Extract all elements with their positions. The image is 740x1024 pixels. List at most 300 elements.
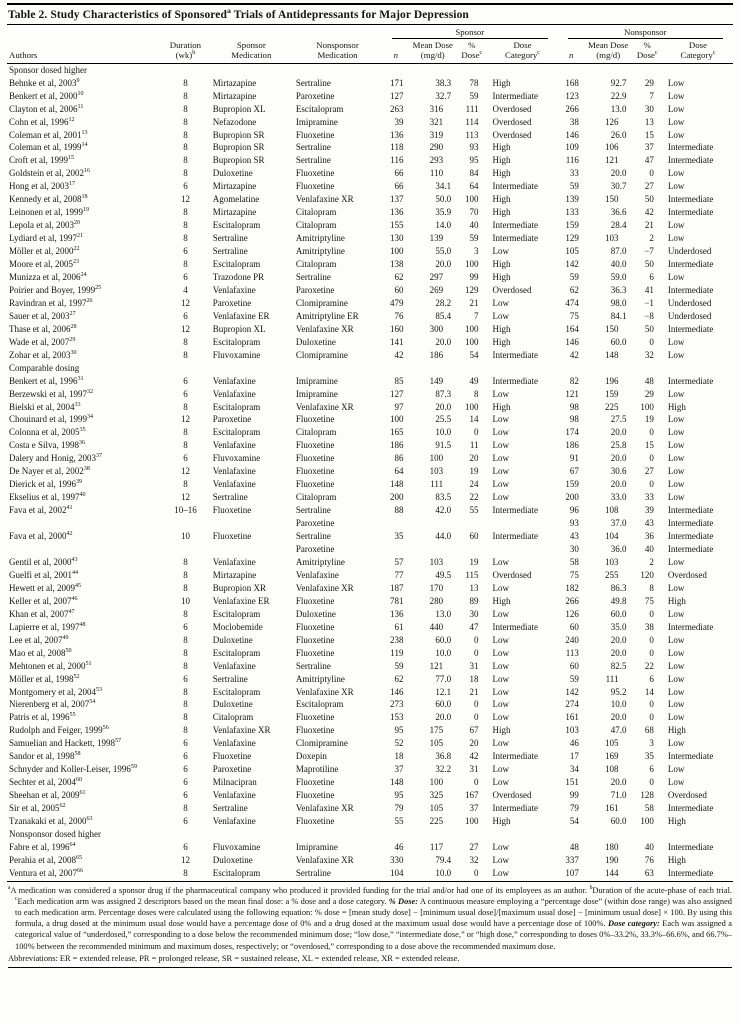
cell-authors: Colonna et al, 2005$^{35}$	[9, 427, 86, 438]
cell-smed: Fluvoxamine	[212, 453, 261, 464]
cell-authors	[7, 517, 161, 530]
cell-s_pct: 19	[469, 556, 479, 567]
cell-s_pct: 24	[469, 479, 479, 490]
cell-s_n: 35	[394, 531, 404, 542]
table-row	[7, 802, 733, 815]
cell-s_dose	[409, 543, 456, 556]
table-row	[7, 232, 733, 245]
cell-n_pct: 43	[644, 518, 654, 529]
cell-smed: Venlafaxine ER	[212, 310, 270, 321]
cell-nmed: Imipramine	[295, 841, 338, 852]
cell-n_pct: 40	[644, 841, 654, 852]
cell-s_n: 100	[389, 414, 404, 425]
cell-s_dose: 25.5	[435, 414, 452, 425]
cell-n_n: 33	[569, 168, 579, 179]
cell-s_cat: High	[492, 401, 511, 412]
cell-authors: Ravindran et al, 1997$^{26}$	[9, 297, 93, 308]
cell-authors: Tzanakaki et al, 2000$^{63}$	[9, 816, 93, 827]
cell-s_dose: 20.0	[435, 401, 452, 412]
cell-authors: Coleman et al, 2001$^{13}$	[9, 129, 88, 140]
cell-n_cat: Low	[667, 129, 685, 140]
cell-s_pct: 20	[469, 738, 479, 749]
table-title	[7, 5, 733, 25]
cell-dur: 8	[183, 168, 188, 179]
cell-smed: Duloxetine	[212, 634, 253, 645]
cell-n_dose: 148	[604, 349, 619, 360]
cell-authors: Wade et al, 2007$^{29}$	[9, 336, 76, 347]
cell-n_n: 174	[565, 427, 579, 438]
cell-n_cat: Intermediate	[667, 155, 714, 166]
cell-s_cat: Low	[492, 479, 510, 490]
cell-nmed: Sertraline	[295, 531, 331, 542]
cell-n_n: 113	[565, 647, 579, 658]
cell-n_pct: 21	[644, 220, 654, 231]
cell-s_pct: 0	[474, 647, 479, 658]
cell-n_dose: 37.0	[610, 518, 627, 529]
cell-n_dose: 159	[604, 388, 619, 399]
table-row	[7, 634, 733, 647]
cell-authors: Gentil et al, 2000$^{43}$	[9, 556, 78, 567]
cell-s_dose: 10.0	[435, 427, 452, 438]
cell-smed: Paroxetine	[212, 414, 252, 425]
table-row	[7, 129, 733, 142]
cell-s_cat: High	[492, 323, 511, 334]
cell-nmed: Fluoxetine	[295, 647, 335, 658]
cell-n_pct: 39	[644, 505, 654, 516]
cell-s_dose: 110	[429, 168, 444, 179]
cell-dur: 12	[180, 854, 190, 865]
cell-n_n: 142	[565, 686, 579, 697]
cell-s_dose: 117	[429, 841, 444, 852]
cell-n_cat: High	[667, 725, 686, 736]
cell-authors: Bielski et al, 2004$^{33}$	[9, 401, 81, 412]
cell-n_pct: 50	[644, 323, 654, 334]
cell-n_pct: 75	[644, 595, 654, 606]
table-row	[7, 219, 733, 232]
cell-dur: 10–16	[174, 505, 197, 516]
cell-n_dose: 20.0	[610, 647, 627, 658]
table-row	[7, 854, 733, 867]
cell-n_cat: Intermediate	[667, 803, 714, 814]
cell-s_cat: Low	[492, 686, 510, 697]
cell-s_dose: 103	[429, 556, 444, 567]
cell-smed: Escitalopram	[212, 686, 261, 697]
cell-authors: Zohar et al, 2003$^{30}$	[9, 349, 77, 360]
cell-n_cat: High	[667, 854, 686, 865]
cell-n_dose: 87.0	[610, 246, 627, 257]
cell-s_pct: 167	[465, 790, 479, 801]
cell-n_pct: 0	[649, 699, 654, 710]
cell-dur: 12	[180, 194, 190, 205]
table-row	[7, 465, 733, 478]
table-row	[7, 698, 733, 711]
cell-s_pct: 40	[469, 220, 479, 231]
table-row	[7, 478, 733, 491]
table-row	[7, 258, 733, 271]
table-row	[7, 647, 733, 660]
cell-smed: Venlafaxine	[212, 556, 256, 567]
cell-smed	[210, 517, 293, 530]
table-row	[7, 621, 733, 634]
cell-n_cat: Low	[667, 440, 685, 451]
cell-n_dose: 26.0	[610, 129, 627, 140]
cell-n_n: 274	[565, 699, 579, 710]
cell-dur: 8	[183, 142, 188, 153]
cell-nmed: Amitriptyline	[295, 673, 345, 684]
cell-n_pct: 0	[649, 608, 654, 619]
cell-n_cat: Low	[667, 427, 685, 438]
cell-s_dose: 105	[429, 803, 444, 814]
cell-n_pct: 0	[649, 168, 654, 179]
cell-s_n: 136	[389, 608, 404, 619]
cell-n_cat: Low	[667, 414, 685, 425]
cell-authors: Dalery and Honig, 2003$^{37}$	[9, 453, 103, 464]
cell-n_cat: Low	[667, 349, 685, 360]
cell-s_dose: 290	[429, 142, 444, 153]
cell-authors: Moore et al, 2005$^{23}$	[9, 259, 80, 270]
cell-dur: 6	[183, 246, 188, 257]
cell-authors: Hewett et al, 2009$^{45}$	[9, 582, 82, 593]
footnote-paragraph: $^a$A medication was considered a sponsor drug if the pharmaceutical company who produced it provided funding for the trial and/or had one of its employees as an author. $^b$Duration of the acute-phase of each trial. $^c$Each medication arm was assigned 2 descriptors based on the mean final dose: a % dose and a dose category. % Dose: A continuous measure employing a “percentage dose” (within dose range) was also assigned to each medication arm. Percentage doses were calculated using the following equation: % dose = [mean study dose] − [minimum usual dose]/[maximum usual dose] − [minimum usual dose] × 100. By using this formula, a drug dosed at the minimum usual dose would have a percentage dose of 0% and a drug dosed at the maximum usual dose would have a percentage dose of 100%. Dose category: Each was assigned a categorical value of “underdosed,” corresponding to a dose below the recommended minimum dose; “low dose,” “intermediate dose,” or “high dose,” corresponding to doses 0%–33.2%, 33.3%–66.6%, and 66.7%–100% between the recommended minimum and maximum doses, respectively; or “overdosed,” corresponding to a dose above the recommended maximum dose.	[8, 885, 733, 951]
cell-s_n: 141	[389, 336, 404, 347]
cell-s_cat: High	[492, 259, 511, 270]
cell-dur: 6	[183, 388, 188, 399]
cell-s_cat: Low	[492, 738, 510, 749]
table-row	[7, 245, 733, 258]
cell-authors: Schnyder and Koller-Leiser, 1996$^{59}$	[9, 764, 138, 775]
cell-s_dose: 35.9	[435, 207, 452, 218]
cell-s_dose: 28.2	[435, 297, 452, 308]
cell-n_pct: 47	[644, 155, 654, 166]
cell-s_pct: 60	[469, 531, 479, 542]
cell-s_dose: 170	[429, 582, 444, 593]
cell-s_pct: 32	[469, 854, 479, 865]
cell-dur: 8	[183, 556, 188, 567]
cell-n_dose: 20.0	[610, 479, 627, 490]
cell-smed: Mirtazapine	[212, 90, 257, 101]
cell-authors: Ekselius et al, 1997$^{40}$	[9, 492, 86, 503]
cell-n_pct: 7	[649, 90, 654, 101]
cell-n_pct: 36	[644, 531, 654, 542]
cell-nmed: Amitriptyline	[295, 233, 345, 244]
cell-authors: Fava et al, 2000$^{42}$	[9, 531, 73, 542]
cell-n_n: 133	[565, 207, 579, 218]
cell-n_pct: −1	[644, 297, 654, 308]
cell-authors: Sauer et al, 2003$^{27}$	[9, 310, 76, 321]
cell-s_dose: 79.4	[435, 854, 452, 865]
cell-dur: 8	[183, 259, 188, 270]
cell-n_n: 123	[565, 90, 579, 101]
cell-n_cat: Intermediate	[667, 505, 714, 516]
cell-s_pct: 0	[474, 699, 479, 710]
cell-s_n: 104	[389, 867, 404, 878]
cell-authors: Perahia et al, 2008$^{65}$	[9, 854, 83, 865]
cell-authors: Möller et al, 1998$^{52}$	[9, 673, 80, 684]
table-row	[7, 271, 733, 284]
cell-smed: Escitalopram	[212, 336, 261, 347]
cell-n_cat: Low	[667, 220, 685, 231]
cell-s_n: 97	[394, 401, 404, 412]
cell-n_dose: 104	[604, 531, 619, 542]
cell-n_n: 266	[565, 595, 579, 606]
cell-s_n: 66	[394, 181, 404, 192]
cell-s_pct: 113	[465, 129, 479, 140]
cell-authors: Lepola et al, 2003$^{20}$	[9, 220, 81, 231]
col-header-nonsponsor-medication: Nonsponsor Medication	[293, 39, 382, 63]
cell-dur: 12	[180, 492, 190, 503]
table-row	[7, 90, 733, 103]
cell-nmed: Imipramine	[295, 375, 338, 386]
cell-s_dose: 103	[429, 466, 444, 477]
cell-s_n: 146	[389, 686, 404, 697]
cell-nmed: Venlafaxine XR	[295, 582, 354, 593]
cell-s_cat: Low	[492, 764, 510, 775]
cell-n_n: 67	[569, 466, 579, 477]
cell-n_dose: 20.0	[610, 453, 627, 464]
cell-s_cat: Low	[492, 466, 510, 477]
section-label: Nonsponsor dosed higher	[9, 828, 101, 839]
cell-s_pct: 0	[474, 777, 479, 788]
cell-s_n: 77	[394, 569, 404, 580]
cell-n_pct: 42	[644, 207, 654, 218]
cell-n_cat: Low	[667, 388, 685, 399]
col-header-nonsponsor-pct-dose: % Dose$^c$	[631, 39, 662, 63]
cell-nmed: Escitalopram	[295, 699, 344, 710]
cell-authors: De Nayer et al, 2002$^{38}$	[9, 466, 90, 477]
cell-s_n: 479	[389, 297, 404, 308]
cell-nmed: Citalopram	[295, 427, 337, 438]
cell-smed: Duloxetine	[212, 699, 253, 710]
cell-n_cat: Low	[667, 686, 685, 697]
cell-nmed: Clomipramine	[295, 738, 348, 749]
cell-nmed: Fluoxetine	[295, 453, 335, 464]
cell-n_dose: 22.9	[610, 90, 627, 101]
cell-n_n: 38	[569, 116, 579, 127]
cell-n_cat: Intermediate	[667, 531, 714, 542]
cell-s_cat: Low	[492, 854, 510, 865]
cell-n_dose: 84.1	[610, 310, 627, 321]
cell-n_n: 58	[569, 556, 579, 567]
cell-n_n: 82	[569, 375, 579, 386]
cell-s_pct	[456, 543, 487, 556]
cell-n_pct: 13	[644, 116, 654, 127]
cell-n_cat: High	[667, 595, 686, 606]
table-row	[7, 336, 733, 349]
cell-dur: 8	[183, 634, 188, 645]
cell-s_dose: 32.7	[435, 90, 452, 101]
cell-s_dose: 105	[429, 738, 444, 749]
cell-nmed: Sertraline	[295, 272, 331, 282]
cell-s_dose: 13.0	[435, 608, 452, 619]
cell-n_dose: 95.2	[610, 686, 627, 697]
cell-s_dose: 300	[429, 323, 444, 334]
cell-s_dose: 293	[429, 155, 444, 166]
cell-s_cat: Intermediate	[492, 621, 538, 632]
cell-nmed: Paroxetine	[295, 518, 335, 529]
cell-nmed: Fluoxetine	[295, 790, 335, 801]
cell-nmed: Fluoxetine	[295, 168, 335, 179]
cell-s_cat: Intermediate	[492, 233, 538, 244]
cell-n_cat: High	[667, 401, 686, 412]
cell-n_n: 62	[569, 284, 579, 295]
cell-n_n: 116	[565, 155, 579, 166]
cell-n_pct: 41	[644, 284, 654, 295]
cell-s_dose: 139	[429, 233, 444, 244]
cell-n_dose: 35.0	[610, 621, 627, 632]
cell-n_dose: 86.3	[610, 582, 627, 593]
cell-s_cat: High	[492, 272, 511, 282]
cell-n_dose: 111	[605, 673, 619, 684]
cell-s_n	[382, 543, 409, 556]
cell-authors: Ventura et al, 2007$^{66}$	[9, 867, 84, 878]
cell-s_cat: Low	[492, 634, 510, 645]
cell-s_cat: Low	[492, 246, 510, 257]
table-row	[7, 77, 733, 90]
cell-n_dose: 71.0	[610, 790, 627, 801]
cell-s_cat: Intermediate	[492, 375, 538, 386]
cell-s_n: 137	[389, 194, 404, 205]
cell-n_dose: 150	[604, 194, 619, 205]
table-row	[7, 116, 733, 129]
cell-n_cat: Low	[667, 647, 685, 658]
cell-s_pct: 67	[469, 725, 479, 736]
table-row	[7, 426, 733, 439]
cell-n_pct: 8	[649, 582, 654, 593]
cell-n_cat: Intermediate	[667, 867, 714, 878]
cell-s_pct: 0	[474, 867, 479, 878]
table-row	[7, 517, 733, 530]
cell-smed: Fluoxetine	[212, 531, 252, 542]
cell-n_cat: Low	[667, 181, 685, 192]
col-header-sponsor-n: n	[382, 39, 409, 63]
cell-smed	[210, 543, 293, 556]
cell-s_dose: 38.3	[435, 77, 452, 88]
cell-s_cat: Low	[492, 297, 510, 308]
cell-n_n: 474	[565, 297, 579, 308]
cell-smed: Venlafaxine ER	[212, 595, 270, 606]
table-row	[7, 660, 733, 673]
sponsor-group-header: Sponsor	[382, 25, 557, 39]
table-row	[7, 491, 733, 504]
study-characteristics-table	[7, 25, 733, 880]
cell-s_cat: Intermediate	[492, 803, 538, 814]
cell-s_n: 155	[389, 220, 404, 231]
abbreviations: Abbreviations: ER = extended release, PR = prolonged release, SR = sustained release, XL = extended release, XR = extended release.	[8, 953, 460, 963]
cell-s_pct: 31	[469, 660, 479, 671]
table-row	[7, 323, 733, 336]
cell-n_dose: 144	[604, 867, 619, 878]
cell-nmed: Fluoxetine	[295, 816, 335, 827]
cell-s_cat: Intermediate	[492, 90, 538, 101]
cell-dur: 6	[183, 816, 188, 827]
cell-s_dose: 149	[429, 375, 444, 386]
cell-authors: Benkert et al, 1996$^{31}$	[9, 375, 84, 386]
cell-n_n: 103	[565, 725, 579, 736]
cell-smed: Venlafaxine	[212, 790, 256, 801]
cell-dur: 12	[180, 323, 190, 334]
cell-s_n: 79	[394, 803, 404, 814]
cell-n_pct: 0	[649, 712, 654, 723]
cell-n_pct: 120	[640, 569, 654, 580]
table-header	[7, 25, 733, 63]
cell-dur: 8	[183, 569, 188, 580]
cell-s_n: 138	[389, 259, 404, 270]
cell-n_n: 107	[565, 867, 579, 878]
cell-n_dose: 59.0	[610, 272, 627, 282]
cell-n_cat: Intermediate	[667, 544, 714, 555]
cell-authors: Lydiard et al, 1997$^{21}$	[9, 233, 84, 244]
cell-s_cat: Low	[492, 440, 510, 451]
cell-n_cat: Low	[667, 660, 685, 671]
cell-s_pct: 59	[469, 233, 479, 244]
col-header-sponsor-mean-dose: Mean Dose (mg/d)	[409, 39, 456, 63]
table-row	[7, 569, 733, 582]
cell-dur: 8	[183, 336, 188, 347]
cell-s_n: 200	[389, 492, 404, 503]
cell-nmed: Sertraline	[295, 142, 331, 153]
cell-s_dose: 10.0	[435, 867, 452, 878]
cell-n_dose: 33.0	[610, 492, 627, 503]
cell-authors: Khan et al, 2007$^{47}$	[9, 608, 75, 619]
cell-n_dose: 36.3	[610, 284, 627, 295]
cell-smed: Venlafaxine	[212, 466, 256, 477]
cell-n_n: 266	[565, 103, 579, 114]
cell-s_dose: 319	[429, 129, 444, 140]
cell-s_n: 57	[394, 556, 404, 567]
cell-s_cat: Intermediate	[492, 505, 538, 516]
cell-dur: 4	[183, 284, 188, 295]
cell-s_cat: Low	[492, 841, 510, 852]
cell-s_pct: 0	[474, 712, 479, 723]
cell-s_n: 42	[394, 349, 404, 360]
cell-s_cat: Intermediate	[492, 181, 538, 192]
cell-n_pct: 0	[649, 336, 654, 347]
cell-s_cat: Low	[492, 660, 510, 671]
cell-s_cat: Low	[492, 414, 510, 425]
cell-s_dose: 325	[429, 790, 444, 801]
cell-n_pct: 100	[640, 816, 654, 827]
cell-s_cat: High	[492, 168, 511, 179]
cell-s_pct: 100	[465, 336, 479, 347]
cell-s_pct: 129	[465, 284, 479, 295]
cell-s_n: 127	[389, 90, 404, 101]
cell-s_n: 88	[394, 505, 404, 516]
cell-n_n: 59	[569, 272, 579, 282]
cell-dur: 8	[183, 116, 188, 127]
cell-s_n: 781	[389, 595, 404, 606]
cell-dur: 6	[183, 764, 188, 775]
cell-n_cat: Low	[667, 453, 685, 464]
cell-authors: Cohn et al, 1996$^{12}$	[9, 116, 75, 127]
cell-n_pct: 2	[649, 556, 654, 567]
cell-s_pct: 0	[474, 634, 479, 645]
cell-smed: Fluoxetine	[212, 505, 252, 516]
cell-s_dose: 32.2	[435, 764, 452, 775]
cell-s_n: 39	[394, 116, 404, 127]
table-row	[7, 141, 733, 154]
cell-n_cat: Intermediate	[667, 194, 714, 205]
cell-dur: 8	[183, 803, 188, 814]
cell-s_n: 330	[389, 854, 404, 865]
cell-n_pct: 29	[644, 77, 654, 88]
cell-s_n: 66	[394, 168, 404, 179]
cell-s_dose	[409, 517, 456, 530]
cell-n_dose: 47.0	[610, 725, 627, 736]
cell-s_n: 18	[394, 751, 404, 762]
cell-s_dose: 12.1	[435, 686, 452, 697]
group-header-row	[7, 25, 733, 39]
cell-dur: 8	[183, 660, 188, 671]
